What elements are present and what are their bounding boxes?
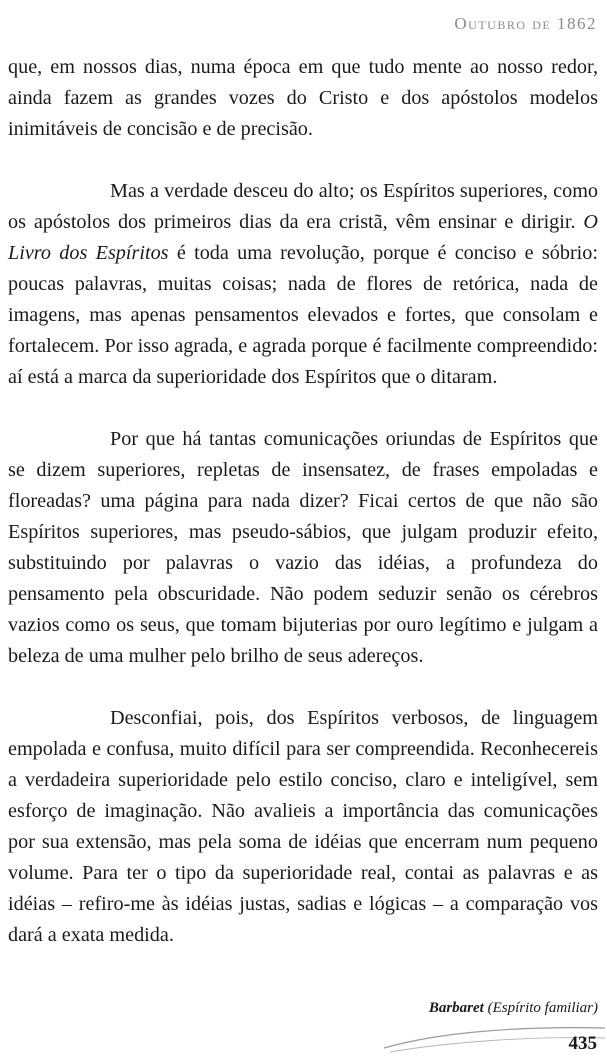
signature — [429, 1000, 598, 1017]
paragraph-2-text-after: é toda uma revolução, porque é conciso e sóbrio: poucas palavras, muitas coisas; nada de flores de retórica, nada de imagens, mas apenas pensamentos elevados e fortes, que consolam e fortalecem. Por isso agrada, e agrada porque é facilmente compreendido: aí está a marca da superioridade dos Espíritos que o ditaram. — [8, 242, 598, 388]
signature-role: (Espírito familiar) — [487, 1000, 598, 1016]
signature-author: Barbaret — [428, 1000, 484, 1016]
paragraph-3: Por que há tantas comunicações oriundas de Espíritos que se dizem superiores, repletas de insensatez, de frases empoladas e floreadas? uma página para nada dizer? Ficai certos de que não são Espíritos superiores, mas pseudo-sábios, que julgam produzir efeito, substituindo por palavras o vazio das idéias, a profundeza do pensamento pela obscuridade. Não podem seduzir senão os cérebros vazios como os seus, que tomam bijuterias por ouro legítimo e julgam a beleza de uma mulher pelo brilho de seus adereços. — [8, 428, 598, 667]
paragraph-1: que, em nossos dias, numa época em que tudo mente ao nosso redor, ainda fazem as grandes vozes do Cristo e dos apóstolos modelos inimitáveis de concisão e de precisão. — [8, 56, 598, 140]
paragraph-4: Desconfiai, pois, dos Espíritos verbosos, de linguagem empolada e confusa, muito difícil para ser compreendida. Reconhecereis a verdadeira superioridade pelo estilo conciso, claro e inteligível, sem esforço de imaginação. Não avalieis a importância das comunicações por sua extensão, mas pela soma de idéias que encerram num pequeno volume. Para ter o tipo da superioridade real, contai as palavras e as idéias – refiro-me às idéias justas, sadias e lógicas – a comparação vos dará a exata medida. — [8, 707, 598, 946]
paragraph-2 — [8, 176, 598, 393]
page-number: 435 — [568, 1033, 597, 1054]
document-body — [8, 52, 598, 982]
book-title: O Livro dos Espíritos — [8, 211, 598, 264]
running-header: Outubro de 1862 — [454, 14, 597, 33]
paragraph-2-text-before: Mas a verdade desceu do alto; os Espíritos superiores, como os apóstolos dos primeiros dias da era cristã, vêm ensinar e dirigir. — [8, 180, 598, 233]
